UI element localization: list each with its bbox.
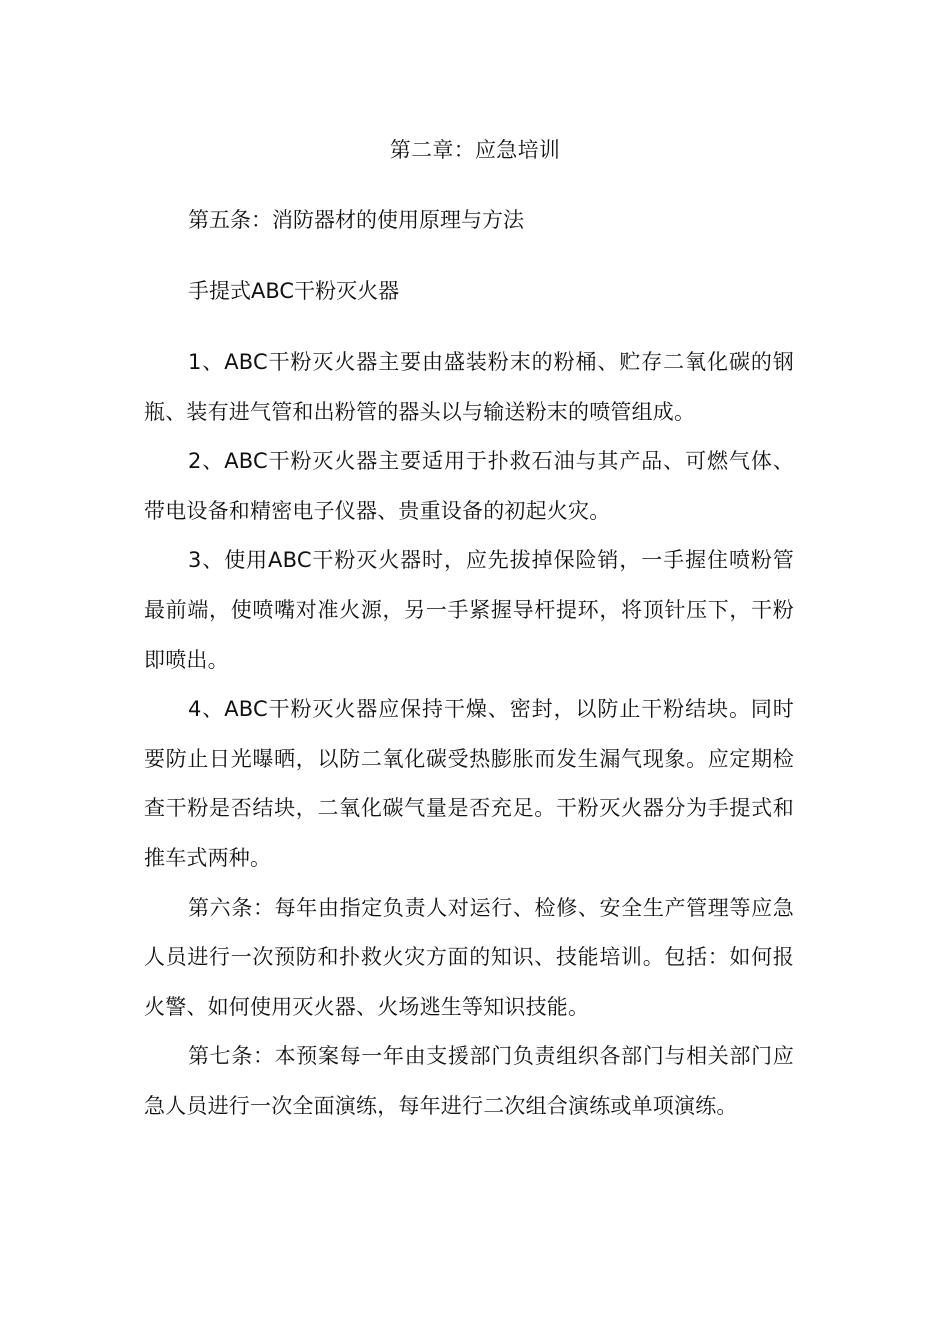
paragraph-item-2: 2、ABC干粉灭火器主要适用于扑救石油与其产品、可燃气体、带电设备和精密电子仪器、贵重设备的初起火灾。	[144, 449, 794, 523]
extinguisher-heading: 手提式ABC干粉灭火器	[188, 279, 400, 303]
paragraph-article-7: 第七条：本预案每一年由支援部门负责组织各部门与相关部门应急人员进行一次全面演练，每年进行二次组合演练或单项演练。	[144, 1044, 794, 1118]
article-5-heading: 第五条：消防器材的使用原理与方法	[188, 208, 524, 232]
paragraph-item-4: 4、ABC干粉灭火器应保持干燥、密封，以防止干粉结块。同时要防止日光曝晒，以防二氧化碳受热膨胀而发生漏气现象。应定期检查干粉是否结块，二氧化碳气量是否充足。干粉灭火器分为手提式和推车式两种。	[144, 697, 794, 870]
paragraph-article-6: 第六条：每年由指定负责人对运行、检修、安全生产管理等应急人员进行一次预防和扑救火灾方面的知识、技能培训。包括：如何报火警、如何使用灭火器、火场逃生等知识技能。	[144, 895, 794, 1019]
paragraph-item-3: 3、使用ABC干粉灭火器时，应先拔掉保险销，一手握住喷粉管最前端，使喷嘴对准火源，另一手紧握导杆提环，将顶针压下，干粉即喷出。	[144, 548, 794, 672]
body-text	[144, 338, 794, 1132]
chapter-title: 第二章：应急培训	[389, 138, 561, 162]
paragraph-item-1: 1、ABC干粉灭火器主要由盛装粉末的粉桶、贮存二氧化碳的钢瓶、装有进气管和出粉管的器头以与输送粉末的喷管组成。	[144, 350, 794, 424]
